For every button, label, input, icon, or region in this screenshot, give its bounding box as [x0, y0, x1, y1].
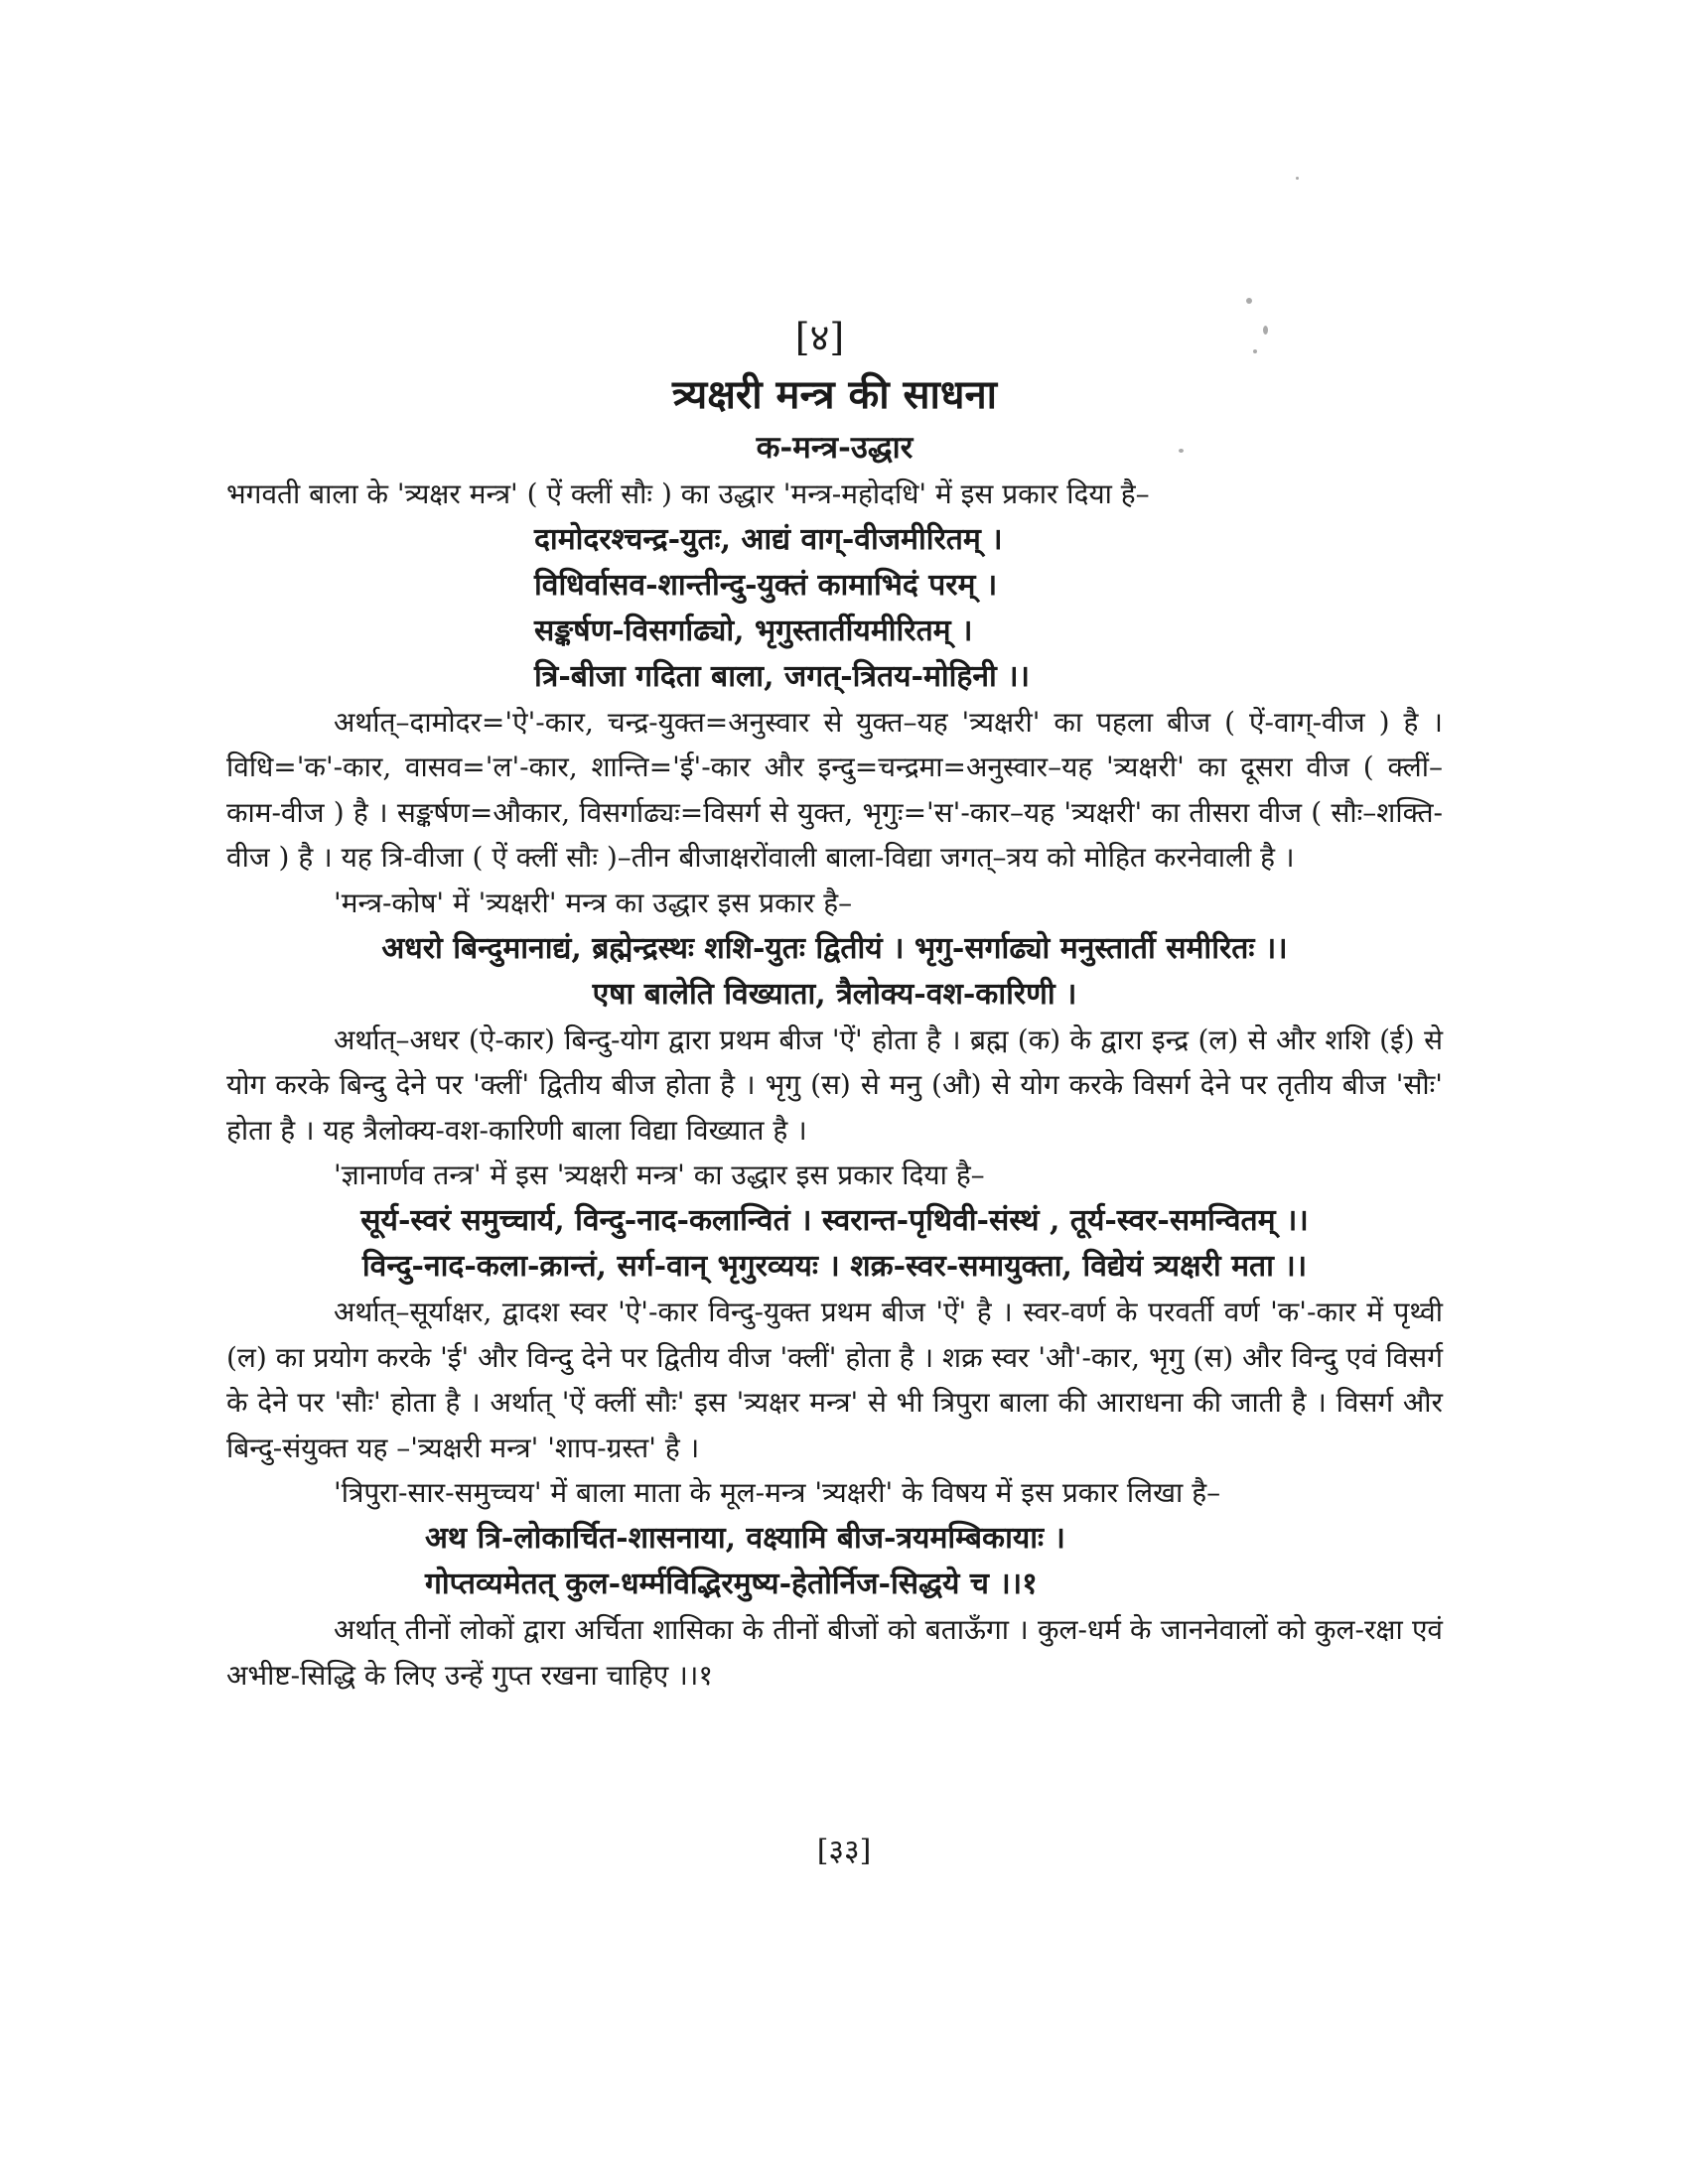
mantra-kosh-intro: 'मन्त्र-कोष' में 'त्र्यक्षरी' मन्त्र का उद्धार इस प्रकार है– — [334, 886, 853, 919]
explanation-paragraph: अर्थात् तीनों लोकों द्वारा अर्चिता शासिका के तीनों बीजों को बताऊँगा । कुल-धर्म के जाननेवालों को कुल-रक्षा एवं अभीष्ट-सिद्धि के लिए उन्हें गुप्त रखना चाहिए ।।१ — [226, 1612, 1443, 1692]
verse-line: सूर्य-स्वरं समुच्चार्य, विन्दु-नाद-कलान्वितं । स्वरान्त-पृथिवी-संस्थं , तूर्य-स्वर-समन्वितम् ।। — [360, 1202, 1309, 1238]
scan-speck — [1296, 177, 1299, 180]
scan-speck — [1246, 298, 1252, 304]
chapter-title: त्र्यक्षरी मन्त्र की साधना — [671, 371, 998, 418]
page-content — [226, 313, 1443, 1698]
section-title: क-मन्त्र-उद्धार — [756, 430, 914, 466]
intro-paragraph: भगवती बाला के 'त्र्यक्षर मन्त्र' ( ऐं क्लीं सौः ) का उद्धार 'मन्त्र-महोदधि' में इस प्रकार दिया है– — [226, 478, 1150, 510]
verse-line: विधिर्वासव-शान्तीन्दु-युक्तं कामाभिदं परम् । — [534, 567, 998, 603]
verse-line: गोप्तव्यमेतत् कुल-धर्म्मविद्भिरमुष्य-हेतोर्निज-सिद्धये च ।।१ — [425, 1566, 1038, 1601]
explanation-paragraph: अर्थात्–दामोदर='ऐ'-कार, चन्द्र-युक्त=अनुस्वार से युक्त–यह 'त्र्यक्षरी' का पहला बीज ( ऐं-वाग्-वीज ) है । विधि='क'-कार, वासव='ल'-कार, शान्ति='ई'-कार और इन्दु=चन्द्रमा=अनुस्वार–यह 'त्र्यक्षरी' का दूसरा वीज ( क्लीं–काम-वीज ) है । सङ्कर्षण=औकार, विसर्गाढ्यः=विसर्ग से युक्त, भृगुः='स'-कार–यह 'त्र्यक्षरी' का तीसरा वीज ( सौः–शक्ति-वीज ) है । यह त्रि-वीजा ( ऐं क्लीं सौः )–तीन बीजाक्षरोंवाली बाला-विद्या जगत्–त्रय को मोहित करनेवाली है । — [226, 705, 1443, 875]
jnanarnava-intro: 'ज्ञानार्णव तन्त्र' में इस 'त्र्यक्षरी मन्त्र' का उद्धार इस प्रकार दिया है– — [334, 1159, 985, 1192]
verse-line: एषा बालेति विख्याता, त्रैलोक्य-वश-कारिणी । — [592, 976, 1077, 1012]
verse-line: अधरो बिन्दुमानाद्यं, ब्रह्मेन्द्रस्थः शशि-युतः द्वितीयं । भृगु-सर्गाढ्यो मनुस्तार्ती समीरितः ।। — [381, 930, 1288, 966]
verse-line: विन्दु-नाद-कला-क्रान्तं, सर्ग-वान् भृगुरव्ययः । शक्र-स्वर-समायुक्ता, विद्येयं त्र्यक्षरी मता ।। — [361, 1248, 1308, 1284]
explanation-paragraph: अर्थात्–अधर (ऐ-कार) बिन्दु-योग द्वारा प्रथम बीज 'ऐं' होता है । ब्रह्म (क) के द्वारा इन्द्र (ल) से और शशि (ई) से योग करके बिन्दु देने पर 'क्लीं' द्वितीय बीज होता है । भृगु (स) से मनु (औ) से योग करके विसर्ग देने पर तृतीय बीज 'सौः' होता है । यह त्रैलोक्य-वश-कारिणी बाला विद्या विख्यात है । — [226, 1023, 1443, 1147]
page-number: [३३] — [816, 1834, 872, 1868]
chapter-number: [४] — [794, 316, 845, 359]
explanation-paragraph: अर्थात्–सूर्याक्षर, द्वादश स्वर 'ऐ'-कार विन्दु-युक्त प्रथम बीज 'ऐं' है । स्वर-वर्ण के परवर्ती वर्ण 'क'-कार में पृथ्वी (ल) का प्रयोग करके 'ई' और विन्दु देने पर द्वितीय वीज 'क्लीं' होता है । शक्र स्वर 'औ'-कार, भृगु (स) और विन्दु एवं विसर्ग के देने पर 'सौः' होता है । अर्थात् 'ऐं क्लीं सौः' इस 'त्र्यक्षर मन्त्र' से भी त्रिपुरा बाला की आराधना की जाती है । विसर्ग और बिन्दु-संयुक्त यह –'त्र्यक्षरी मन्त्र' 'शाप-ग्रस्त' है । — [226, 1295, 1443, 1464]
verse-line: त्रि-बीजा गदिता बाला, जगत्-त्रितय-मोहिनी ।। — [534, 658, 1030, 694]
verse-line: अथ त्रि-लोकार्चित-शासनाया, वक्ष्यामि बीज-त्रयमम्बिकायाः । — [425, 1520, 1065, 1556]
verse-line: दामोदरश्चन्द्र-युतः, आद्यं वाग्-वीजमीरितम् । — [534, 521, 1003, 557]
tripura-sar-intro: 'त्रिपुरा-सार-समुच्चय' में बाला माता के मूल-मन्त्र 'त्र्यक्षरी' के विषय में इस प्रकार लिखा है– — [334, 1476, 1221, 1510]
verse-line: सङ्कर्षण-विसर्गाढ्यो, भृगुस्तार्तीयमीरितम् । — [534, 613, 973, 648]
